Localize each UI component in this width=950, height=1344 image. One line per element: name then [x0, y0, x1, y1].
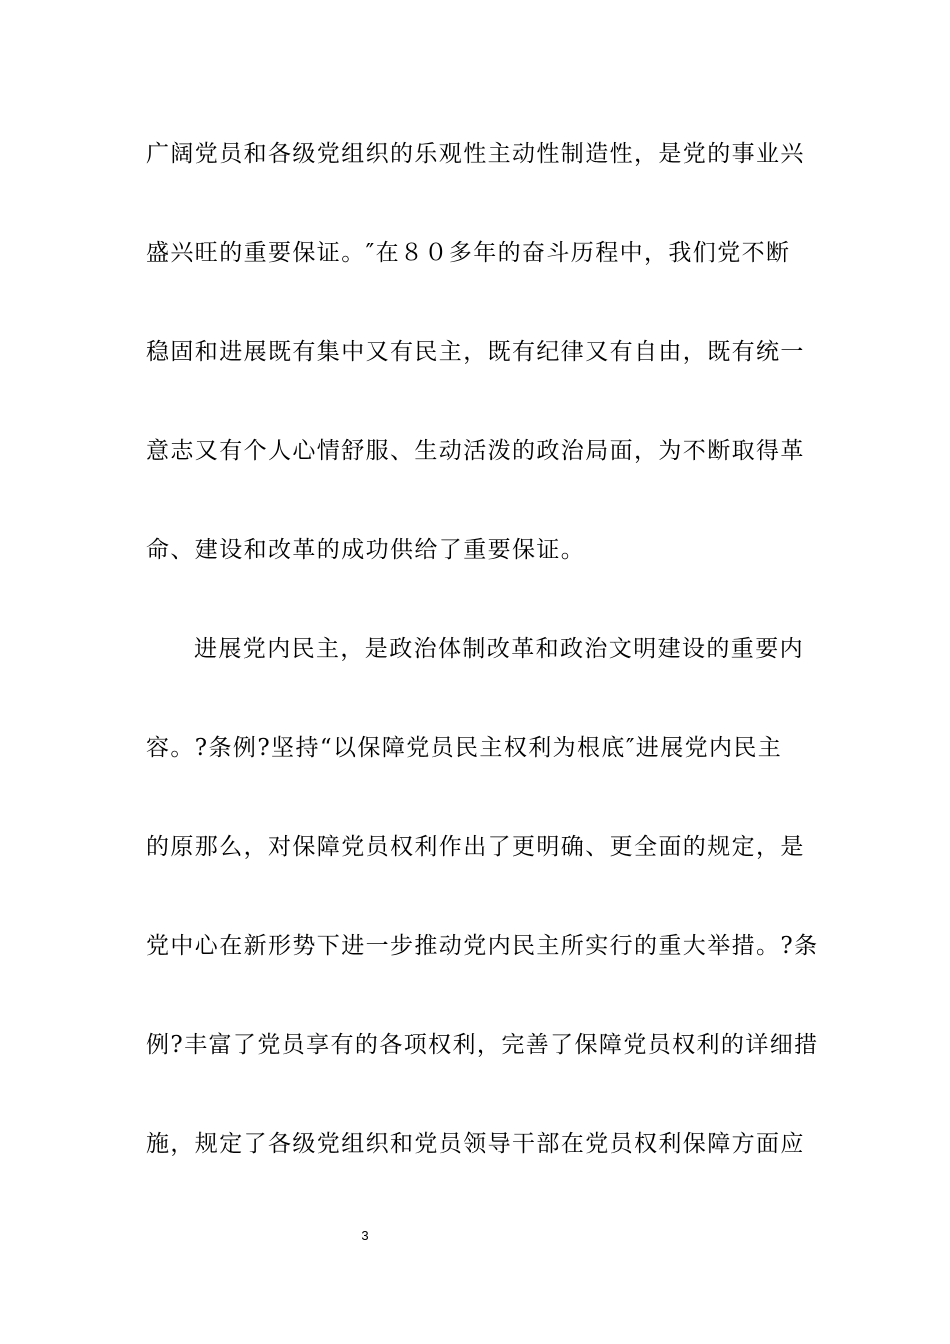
- text-line: 例?丰富了党员享有的各项权利，完善了保障党员权利的详细措: [146, 1032, 819, 1058]
- text-line: 党中心在新形势下进一步推动党内民主所实行的重大举措。?条: [146, 933, 819, 959]
- text-line: 的原那么，对保障党员权利作出了更明确、更全面的规定，是: [146, 834, 805, 860]
- page-number: 3: [361, 1228, 369, 1243]
- text-line: 容。?条例?坚持“以保障党员民主权利为根底″进展党内民主: [146, 735, 783, 761]
- text-line: 施，规定了各级党组织和党员领导干部在党员权利保障方面应: [146, 1131, 805, 1157]
- text-line: 命、建设和改革的成功供给了重要保证。: [146, 537, 586, 563]
- text-line: 广阔党员和各级党组织的乐观性主动性制造性，是党的事业兴: [146, 141, 805, 167]
- paragraph-first-line: 进展党内民主，是政治体制改革和政治文明建设的重要内: [194, 636, 804, 662]
- text-line: 意志又有个人心情舒服、生动活泼的政治局面，为不断取得革: [146, 438, 805, 464]
- text-line: 稳固和进展既有集中又有民主，既有纪律又有自由，既有统一: [146, 339, 805, 365]
- text-line: 盛兴旺的重要保证。″在８０多年的奋斗历程中，我们党不断: [146, 240, 791, 266]
